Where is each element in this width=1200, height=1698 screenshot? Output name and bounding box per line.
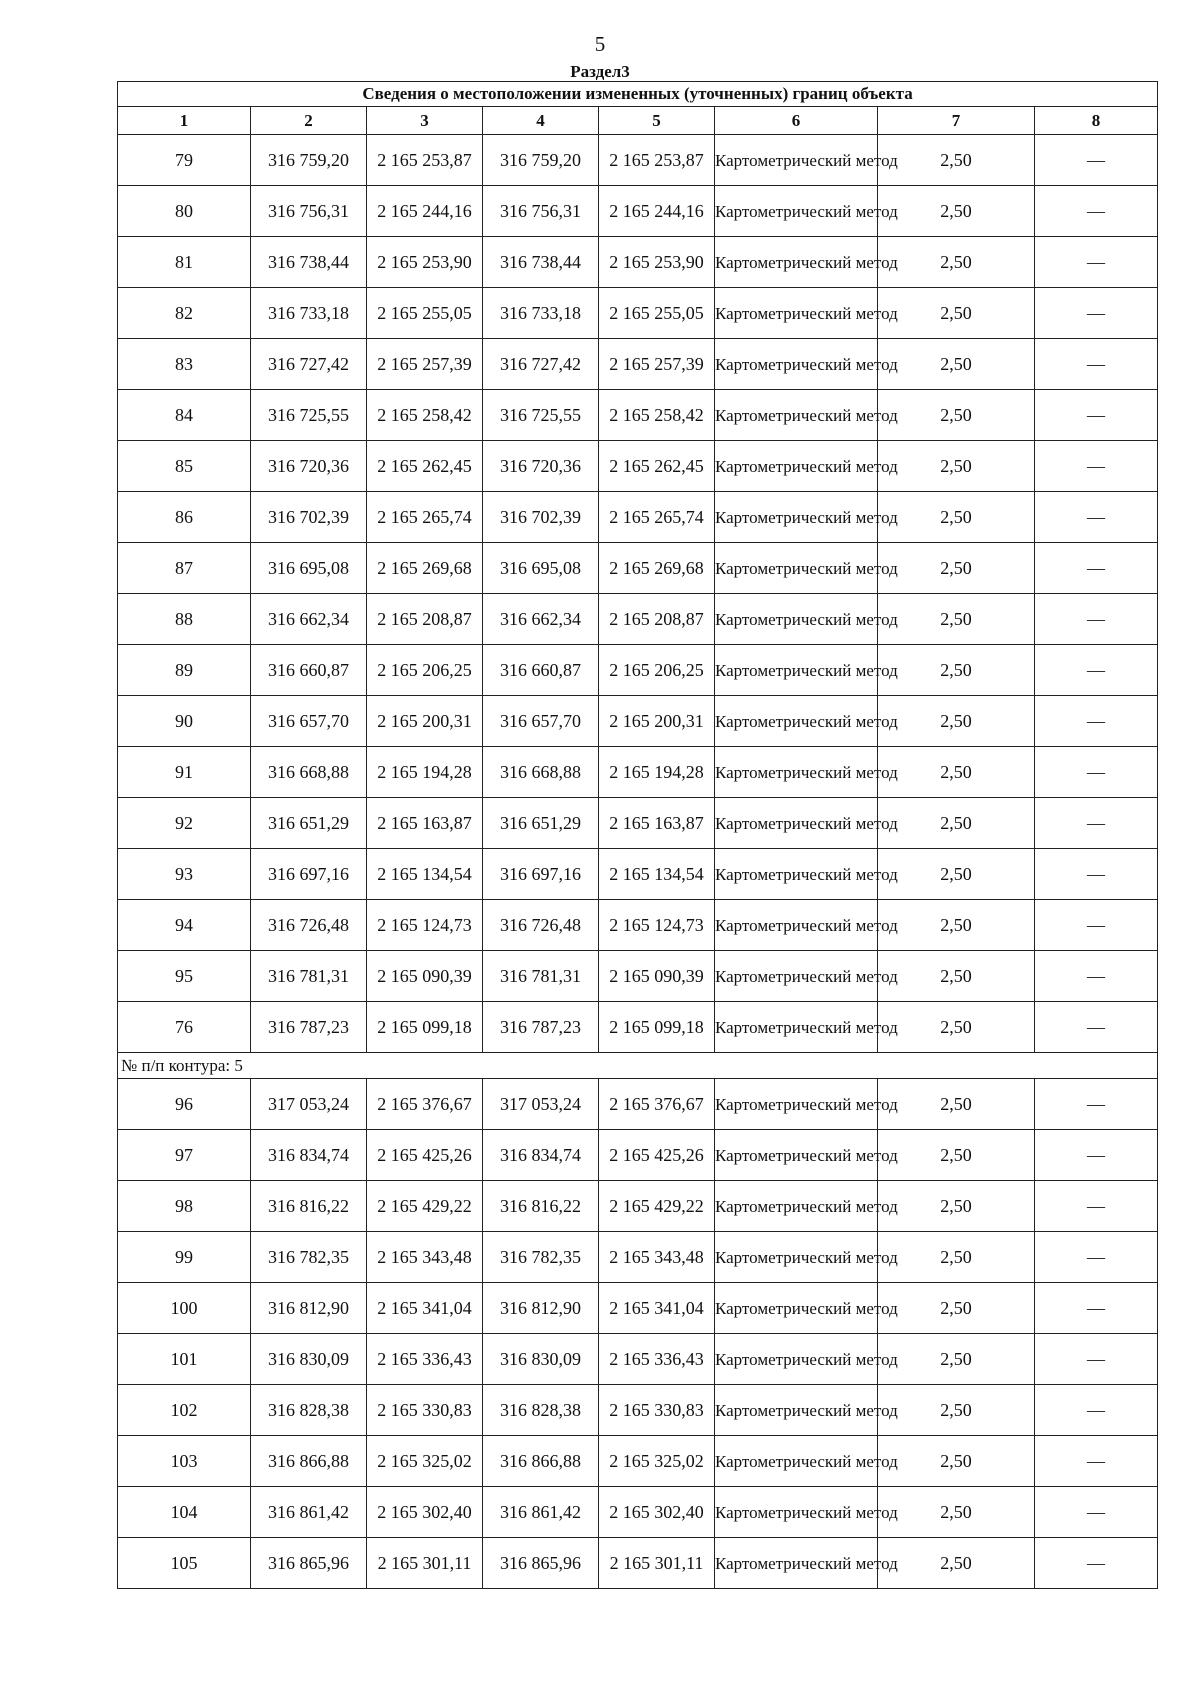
cell-y-new: 2 165 208,87 — [599, 594, 715, 645]
table-row — [118, 1538, 1158, 1589]
cell-method: Картометрический метод — [715, 288, 878, 339]
cell-y-new: 2 165 206,25 — [599, 645, 715, 696]
cell-x-new: 316 866,88 — [483, 1436, 599, 1487]
table-row — [118, 747, 1158, 798]
cell-y-new: 2 165 253,87 — [599, 135, 715, 186]
cell-y-existing: 2 165 253,87 — [367, 135, 483, 186]
cell-y-new: 2 165 330,83 — [599, 1385, 715, 1436]
cell-point-number: 90 — [118, 696, 251, 747]
cell-y-existing: 2 165 336,43 — [367, 1334, 483, 1385]
cell-description: — — [1035, 135, 1158, 186]
cell-x-existing: 316 738,44 — [251, 237, 367, 288]
cell-method: Картометрический метод — [715, 594, 878, 645]
cell-x-existing: 316 725,55 — [251, 390, 367, 441]
cell-method: Картометрический метод — [715, 900, 878, 951]
cell-y-existing: 2 165 099,18 — [367, 1002, 483, 1053]
cell-description: — — [1035, 1130, 1158, 1181]
section-title: Раздел3 — [570, 62, 630, 81]
cell-x-existing: 316 733,18 — [251, 288, 367, 339]
cell-point-number: 79 — [118, 135, 251, 186]
cell-method: Картометрический метод — [715, 1002, 878, 1053]
cell-description: — — [1035, 594, 1158, 645]
cell-description: — — [1035, 1487, 1158, 1538]
cell-x-new: 316 781,31 — [483, 951, 599, 1002]
cell-y-existing: 2 165 206,25 — [367, 645, 483, 696]
cell-description: — — [1035, 849, 1158, 900]
cell-y-new: 2 165 244,16 — [599, 186, 715, 237]
cell-description: — — [1035, 798, 1158, 849]
cell-y-existing: 2 165 325,02 — [367, 1436, 483, 1487]
cell-accuracy: 2,50 — [878, 441, 1035, 492]
cell-y-new: 2 165 341,04 — [599, 1283, 715, 1334]
cell-x-new: 317 053,24 — [483, 1079, 599, 1130]
cell-y-new: 2 165 336,43 — [599, 1334, 715, 1385]
cell-y-existing: 2 165 429,22 — [367, 1181, 483, 1232]
cell-method: Картометрический метод — [715, 1487, 878, 1538]
cell-point-number: 95 — [118, 951, 251, 1002]
cell-description: — — [1035, 492, 1158, 543]
table-row — [118, 1385, 1158, 1436]
cell-y-new: 2 165 258,42 — [599, 390, 715, 441]
cell-x-new: 316 725,55 — [483, 390, 599, 441]
boundary-coordinates-table — [117, 81, 1158, 1589]
cell-point-number: 92 — [118, 798, 251, 849]
table-row — [118, 1002, 1158, 1053]
table-row — [118, 390, 1158, 441]
cell-accuracy: 2,50 — [878, 798, 1035, 849]
cell-y-new: 2 165 200,31 — [599, 696, 715, 747]
cell-y-new: 2 165 255,05 — [599, 288, 715, 339]
cell-accuracy: 2,50 — [878, 696, 1035, 747]
cell-y-new: 2 165 134,54 — [599, 849, 715, 900]
cell-y-existing: 2 165 124,73 — [367, 900, 483, 951]
cell-y-new: 2 165 376,67 — [599, 1079, 715, 1130]
cell-point-number: 97 — [118, 1130, 251, 1181]
cell-x-existing: 316 657,70 — [251, 696, 367, 747]
cell-method: Картометрический метод — [715, 1283, 878, 1334]
table-row — [118, 696, 1158, 747]
cell-method: Картометрический метод — [715, 237, 878, 288]
cell-y-new: 2 165 301,11 — [599, 1538, 715, 1589]
cell-point-number: 105 — [118, 1538, 251, 1589]
cell-y-new: 2 165 257,39 — [599, 339, 715, 390]
cell-point-number: 89 — [118, 645, 251, 696]
table-row — [118, 186, 1158, 237]
cell-x-existing: 316 828,38 — [251, 1385, 367, 1436]
cell-point-number: 94 — [118, 900, 251, 951]
cell-method: Картометрический метод — [715, 390, 878, 441]
cell-method: Картометрический метод — [715, 1436, 878, 1487]
cell-description: — — [1035, 1232, 1158, 1283]
cell-accuracy: 2,50 — [878, 390, 1035, 441]
cell-point-number: 104 — [118, 1487, 251, 1538]
cell-x-existing: 316 865,96 — [251, 1538, 367, 1589]
cell-point-number: 103 — [118, 1436, 251, 1487]
cell-description: — — [1035, 186, 1158, 237]
cell-y-new: 2 165 325,02 — [599, 1436, 715, 1487]
cell-accuracy: 2,50 — [878, 492, 1035, 543]
column-header-4: 4 — [483, 107, 599, 135]
cell-y-existing: 2 165 376,67 — [367, 1079, 483, 1130]
cell-point-number: 83 — [118, 339, 251, 390]
cell-x-new: 316 726,48 — [483, 900, 599, 951]
cell-description: — — [1035, 390, 1158, 441]
cell-y-new: 2 165 262,45 — [599, 441, 715, 492]
cell-x-existing: 316 782,35 — [251, 1232, 367, 1283]
cell-x-new: 316 816,22 — [483, 1181, 599, 1232]
cell-y-new: 2 165 269,68 — [599, 543, 715, 594]
cell-y-existing: 2 165 265,74 — [367, 492, 483, 543]
cell-method: Картометрический метод — [715, 1232, 878, 1283]
cell-x-existing: 316 787,23 — [251, 1002, 367, 1053]
table-row — [118, 339, 1158, 390]
column-header-8: 8 — [1035, 107, 1158, 135]
cell-y-existing: 2 165 341,04 — [367, 1283, 483, 1334]
cell-point-number: 80 — [118, 186, 251, 237]
table-row — [118, 798, 1158, 849]
cell-point-number: 88 — [118, 594, 251, 645]
table-row — [118, 849, 1158, 900]
cell-x-existing: 316 861,42 — [251, 1487, 367, 1538]
column-header-1: 1 — [118, 107, 251, 135]
cell-y-existing: 2 165 257,39 — [367, 339, 483, 390]
cell-y-new: 2 165 302,40 — [599, 1487, 715, 1538]
cell-x-new: 316 695,08 — [483, 543, 599, 594]
table-row — [118, 1232, 1158, 1283]
cell-y-existing: 2 165 255,05 — [367, 288, 483, 339]
cell-method: Картометрический метод — [715, 1538, 878, 1589]
cell-x-existing: 316 695,08 — [251, 543, 367, 594]
cell-x-existing: 316 720,36 — [251, 441, 367, 492]
cell-method: Картометрический метод — [715, 339, 878, 390]
cell-point-number: 102 — [118, 1385, 251, 1436]
cell-method: Картометрический метод — [715, 186, 878, 237]
cell-method: Картометрический метод — [715, 543, 878, 594]
cell-x-existing: 316 662,34 — [251, 594, 367, 645]
cell-description: — — [1035, 1385, 1158, 1436]
cell-y-new: 2 165 253,90 — [599, 237, 715, 288]
column-header-5: 5 — [599, 107, 715, 135]
cell-y-new: 2 165 343,48 — [599, 1232, 715, 1283]
cell-accuracy: 2,50 — [878, 543, 1035, 594]
cell-y-existing: 2 165 253,90 — [367, 237, 483, 288]
cell-description: — — [1035, 645, 1158, 696]
cell-accuracy: 2,50 — [878, 1436, 1035, 1487]
cell-method: Картометрический метод — [715, 441, 878, 492]
cell-method: Картометрический метод — [715, 849, 878, 900]
cell-y-existing: 2 165 425,26 — [367, 1130, 483, 1181]
cell-y-existing: 2 165 343,48 — [367, 1232, 483, 1283]
cell-description: — — [1035, 900, 1158, 951]
table-caption: Сведения о местоположении измененных (уточненных) границ объекта — [118, 82, 1158, 107]
cell-accuracy: 2,50 — [878, 1538, 1035, 1589]
cell-y-existing: 2 165 330,83 — [367, 1385, 483, 1436]
cell-y-new: 2 165 099,18 — [599, 1002, 715, 1053]
table-row — [118, 135, 1158, 186]
page-number: 5 — [594, 32, 606, 56]
cell-y-existing: 2 165 090,39 — [367, 951, 483, 1002]
cell-accuracy: 2,50 — [878, 1181, 1035, 1232]
cell-x-new: 316 702,39 — [483, 492, 599, 543]
table-row — [118, 1487, 1158, 1538]
table-row — [118, 951, 1158, 1002]
cell-x-new: 316 733,18 — [483, 288, 599, 339]
cell-x-existing: 316 660,87 — [251, 645, 367, 696]
cell-accuracy: 2,50 — [878, 1130, 1035, 1181]
cell-accuracy: 2,50 — [878, 645, 1035, 696]
cell-description: — — [1035, 1181, 1158, 1232]
cell-x-existing: 316 702,39 — [251, 492, 367, 543]
cell-accuracy: 2,50 — [878, 849, 1035, 900]
cell-description: — — [1035, 1436, 1158, 1487]
cell-y-existing: 2 165 301,11 — [367, 1538, 483, 1589]
table-row — [118, 1079, 1158, 1130]
cell-method: Картометрический метод — [715, 1385, 878, 1436]
table-row — [118, 1436, 1158, 1487]
cell-description: — — [1035, 543, 1158, 594]
cell-y-existing: 2 165 134,54 — [367, 849, 483, 900]
cell-x-new: 316 756,31 — [483, 186, 599, 237]
cell-accuracy: 2,50 — [878, 186, 1035, 237]
cell-description: — — [1035, 339, 1158, 390]
cell-x-new: 316 720,36 — [483, 441, 599, 492]
cell-accuracy: 2,50 — [878, 1079, 1035, 1130]
cell-description: — — [1035, 1334, 1158, 1385]
cell-x-existing: 316 726,48 — [251, 900, 367, 951]
cell-method: Картометрический метод — [715, 951, 878, 1002]
cell-accuracy: 2,50 — [878, 1283, 1035, 1334]
column-numbers-row — [118, 107, 1158, 135]
contour-row — [118, 1053, 1158, 1079]
cell-y-existing: 2 165 302,40 — [367, 1487, 483, 1538]
table-row — [118, 1334, 1158, 1385]
cell-x-new: 316 697,16 — [483, 849, 599, 900]
cell-point-number: 100 — [118, 1283, 251, 1334]
cell-x-new: 316 861,42 — [483, 1487, 599, 1538]
cell-method: Картометрический метод — [715, 1334, 878, 1385]
column-header-2: 2 — [251, 107, 367, 135]
cell-point-number: 93 — [118, 849, 251, 900]
cell-accuracy: 2,50 — [878, 1487, 1035, 1538]
table-row — [118, 594, 1158, 645]
cell-accuracy: 2,50 — [878, 594, 1035, 645]
cell-x-new: 316 828,38 — [483, 1385, 599, 1436]
table-row — [118, 288, 1158, 339]
cell-y-existing: 2 165 262,45 — [367, 441, 483, 492]
column-header-7: 7 — [878, 107, 1035, 135]
cell-description: — — [1035, 696, 1158, 747]
cell-method: Картометрический метод — [715, 747, 878, 798]
cell-method: Картометрический метод — [715, 135, 878, 186]
cell-x-new: 316 660,87 — [483, 645, 599, 696]
cell-y-existing: 2 165 194,28 — [367, 747, 483, 798]
column-header-3: 3 — [367, 107, 483, 135]
cell-point-number: 85 — [118, 441, 251, 492]
cell-method: Картометрический метод — [715, 492, 878, 543]
cell-accuracy: 2,50 — [878, 288, 1035, 339]
cell-x-new: 316 651,29 — [483, 798, 599, 849]
cell-y-existing: 2 165 269,68 — [367, 543, 483, 594]
cell-point-number: 91 — [118, 747, 251, 798]
table-row — [118, 1181, 1158, 1232]
cell-point-number: 87 — [118, 543, 251, 594]
cell-method: Картометрический метод — [715, 645, 878, 696]
cell-point-number: 82 — [118, 288, 251, 339]
cell-accuracy: 2,50 — [878, 135, 1035, 186]
cell-x-new: 316 865,96 — [483, 1538, 599, 1589]
cell-point-number: 76 — [118, 1002, 251, 1053]
column-header-6: 6 — [715, 107, 878, 135]
cell-point-number: 86 — [118, 492, 251, 543]
cell-method: Картометрический метод — [715, 798, 878, 849]
table-row — [118, 237, 1158, 288]
cell-point-number: 99 — [118, 1232, 251, 1283]
cell-accuracy: 2,50 — [878, 900, 1035, 951]
table-row — [118, 1130, 1158, 1181]
cell-y-existing: 2 165 200,31 — [367, 696, 483, 747]
cell-y-new: 2 165 090,39 — [599, 951, 715, 1002]
cell-x-existing: 316 830,09 — [251, 1334, 367, 1385]
cell-accuracy: 2,50 — [878, 1334, 1035, 1385]
cell-point-number: 84 — [118, 390, 251, 441]
cell-y-new: 2 165 163,87 — [599, 798, 715, 849]
table-row — [118, 1283, 1158, 1334]
cell-method: Картометрический метод — [715, 1079, 878, 1130]
cell-x-existing: 316 668,88 — [251, 747, 367, 798]
cell-method: Картометрический метод — [715, 1181, 878, 1232]
cell-y-existing: 2 165 208,87 — [367, 594, 483, 645]
table-row — [118, 441, 1158, 492]
cell-accuracy: 2,50 — [878, 747, 1035, 798]
cell-x-new: 316 727,42 — [483, 339, 599, 390]
cell-accuracy: 2,50 — [878, 1002, 1035, 1053]
cell-x-new: 316 759,20 — [483, 135, 599, 186]
cell-y-new: 2 165 265,74 — [599, 492, 715, 543]
cell-x-new: 316 830,09 — [483, 1334, 599, 1385]
contour-label: № п/п контура: 5 — [118, 1053, 1158, 1079]
cell-accuracy: 2,50 — [878, 1385, 1035, 1436]
cell-x-new: 316 662,34 — [483, 594, 599, 645]
cell-description: — — [1035, 1538, 1158, 1589]
cell-x-new: 316 668,88 — [483, 747, 599, 798]
cell-accuracy: 2,50 — [878, 1232, 1035, 1283]
cell-description: — — [1035, 1002, 1158, 1053]
cell-x-existing: 316 651,29 — [251, 798, 367, 849]
cell-y-existing: 2 165 244,16 — [367, 186, 483, 237]
cell-y-existing: 2 165 258,42 — [367, 390, 483, 441]
cell-method: Картометрический метод — [715, 1130, 878, 1181]
cell-x-existing: 317 053,24 — [251, 1079, 367, 1130]
cell-y-new: 2 165 124,73 — [599, 900, 715, 951]
cell-y-existing: 2 165 163,87 — [367, 798, 483, 849]
cell-x-existing: 316 812,90 — [251, 1283, 367, 1334]
cell-x-new: 316 657,70 — [483, 696, 599, 747]
cell-point-number: 101 — [118, 1334, 251, 1385]
cell-x-existing: 316 816,22 — [251, 1181, 367, 1232]
cell-x-new: 316 812,90 — [483, 1283, 599, 1334]
cell-accuracy: 2,50 — [878, 237, 1035, 288]
cell-accuracy: 2,50 — [878, 951, 1035, 1002]
cell-x-existing: 316 759,20 — [251, 135, 367, 186]
cell-x-existing: 316 697,16 — [251, 849, 367, 900]
cell-description: — — [1035, 441, 1158, 492]
cell-x-new: 316 787,23 — [483, 1002, 599, 1053]
table-body — [118, 135, 1158, 1589]
table-row — [118, 900, 1158, 951]
cell-y-new: 2 165 425,26 — [599, 1130, 715, 1181]
table-row — [118, 543, 1158, 594]
cell-x-existing: 316 781,31 — [251, 951, 367, 1002]
cell-description: — — [1035, 951, 1158, 1002]
cell-accuracy: 2,50 — [878, 339, 1035, 390]
cell-x-existing: 316 727,42 — [251, 339, 367, 390]
cell-y-new: 2 165 194,28 — [599, 747, 715, 798]
cell-description: — — [1035, 1283, 1158, 1334]
cell-point-number: 96 — [118, 1079, 251, 1130]
cell-description: — — [1035, 1079, 1158, 1130]
cell-description: — — [1035, 237, 1158, 288]
cell-x-new: 316 782,35 — [483, 1232, 599, 1283]
cell-x-new: 316 738,44 — [483, 237, 599, 288]
cell-x-existing: 316 834,74 — [251, 1130, 367, 1181]
cell-method: Картометрический метод — [715, 696, 878, 747]
cell-x-existing: 316 756,31 — [251, 186, 367, 237]
cell-point-number: 81 — [118, 237, 251, 288]
table-row — [118, 645, 1158, 696]
cell-description: — — [1035, 747, 1158, 798]
cell-description: — — [1035, 288, 1158, 339]
cell-x-new: 316 834,74 — [483, 1130, 599, 1181]
cell-x-existing: 316 866,88 — [251, 1436, 367, 1487]
cell-point-number: 98 — [118, 1181, 251, 1232]
table-row — [118, 492, 1158, 543]
cell-y-new: 2 165 429,22 — [599, 1181, 715, 1232]
